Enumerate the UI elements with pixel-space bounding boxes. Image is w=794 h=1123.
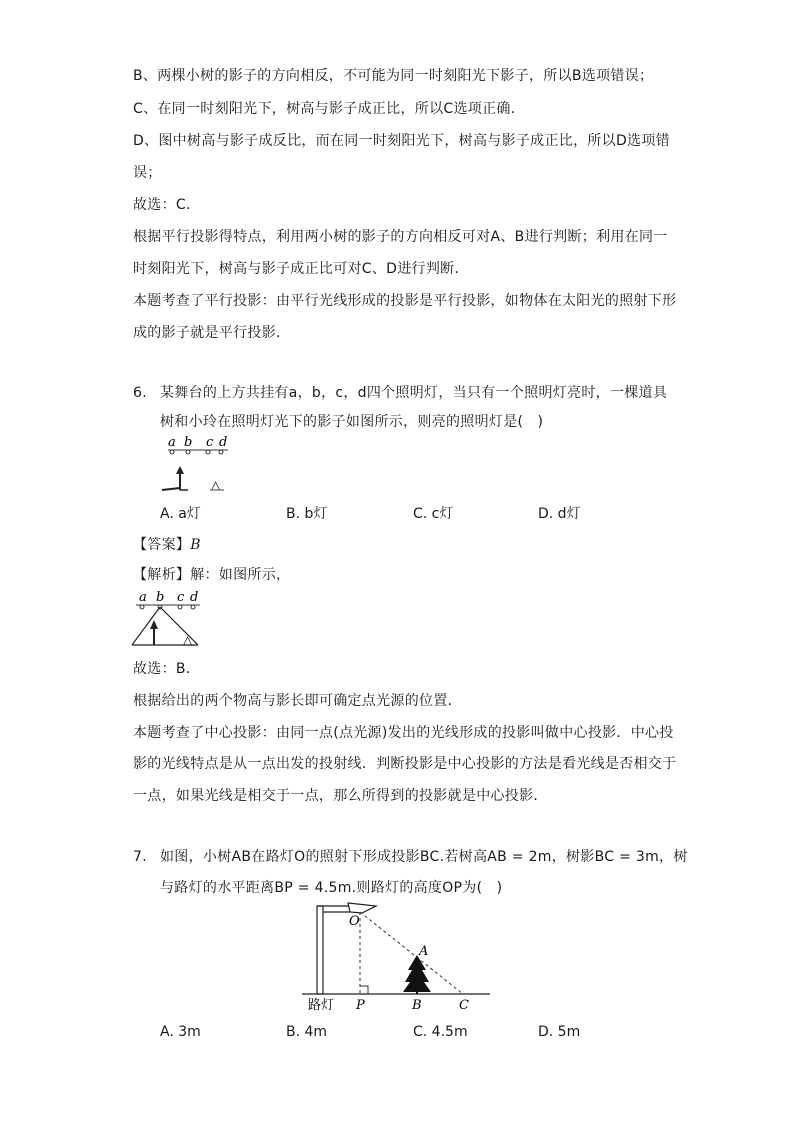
svg-text:△: △ [211,478,221,492]
q6-solution-label-c: c [177,590,185,605]
q6-stem-2: 树和小玲在照明灯光下的影子如图所示，则亮的照明灯是( ) [160,414,544,430]
q7-label-b: B [412,998,422,1013]
q6-label-a: a [168,435,176,450]
solution-comment-1: 本题考查了平行投影：由平行光线形成的投影是平行投影，如物体在太阳光的照射下形 [133,293,677,309]
q6-analysis-tag: 【解析】 [133,567,191,583]
q6-comment-2: 影的光线特点是从一点出发的投射线．判断投影是中心投影的方法是看光线是否相交于 [133,756,677,772]
svg-text:△: △ [183,633,193,647]
q7-option-a[interactable]: A. 3m [160,1024,201,1040]
q6-option-c[interactable]: C. c灯 [413,506,454,522]
q7-label-c: C [459,998,469,1013]
q6-label-d: d [219,435,228,450]
q7-label-lamp: 路灯 [308,998,335,1013]
q6-answer-tag: 【答案】 [133,537,191,553]
q6-option-a[interactable]: A. a灯 [160,506,201,522]
q6-explain: 根据给出的两个物高与影长即可确定点光源的位置． [133,693,462,709]
q6-answer-row [133,535,201,555]
q7-number: 7. [133,849,147,865]
q6-solution-label-d: d [190,590,199,605]
solution-line-d1: D、图中树高与影子成反比，而在同一时刻阳光下，树高与影子成正比，所以D选项错 [133,133,670,149]
solution-line-d2: 误； [133,165,162,181]
q7-label-a: A [419,944,429,959]
solution-choose: 故选：C． [133,197,201,213]
q6-option-b[interactable]: B. b灯 [286,506,328,522]
q6-solution-figure [128,588,208,650]
q7-figure [300,900,495,1015]
q7-option-d[interactable]: D. 5m [538,1024,581,1040]
q6-comment-1: 本题考查了中心投影：由同一点(点光源)发出的光线形成的投影叫做中心投影．中心投 [133,725,674,741]
q7-option-b[interactable]: B. 4m [286,1024,328,1040]
q6-solution-label-b: b [156,590,165,605]
q7-stem-1: 如图，小树AB在路灯O的照射下形成投影BC.若树高AB = 2m，树影BC = 3m，树 [160,849,688,865]
q7-stem-2: 与路灯的水平距离BP = 4.5m.则路灯的高度OP为( ) [160,880,503,896]
q6-choose: 故选：B． [133,661,201,677]
solution-analysis-2: 时刻阳光下，树高与影子成正比可对C、D进行判断． [133,261,469,277]
solution-comment-2: 成的影子就是平行投影． [133,325,291,341]
q7-label-o: O [349,914,360,929]
q6-option-d[interactable]: D. d灯 [538,506,581,522]
q6-analysis-row [133,565,290,585]
q6-analysis-text: 解：如图所示， [190,567,291,583]
solution-line-c: C、在同一时刻阳光下，树高与影子成正比，所以C选项正确． [133,101,525,117]
q7-label-p: P [356,998,365,1013]
q7-option-c[interactable]: C. 4.5m [413,1024,468,1040]
solution-line-b: B、两棵小树的影子的方向相反，不可能为同一时刻阳光下影子，所以B选项错误； [133,68,654,84]
q6-answer: B [190,537,201,553]
q6-figure [158,434,238,494]
q6-label-c: c [206,435,214,450]
q6-stem-1: 某舞台的上方共挂有a，b，c，d四个照明灯，当只有一个照明灯亮时，一棵道具 [160,385,668,401]
q6-number: 6. [133,385,147,401]
q6-label-b: b [184,435,193,450]
q6-comment-3: 一点，如果光线是相交于一点，那么所得到的投影就是中心投影． [133,788,548,804]
q6-solution-label-a: a [139,590,147,605]
solution-analysis-1: 根据平行投影得特点，利用两小树的影子的方向相反可对A、B进行判断；利用在同一 [133,229,668,245]
